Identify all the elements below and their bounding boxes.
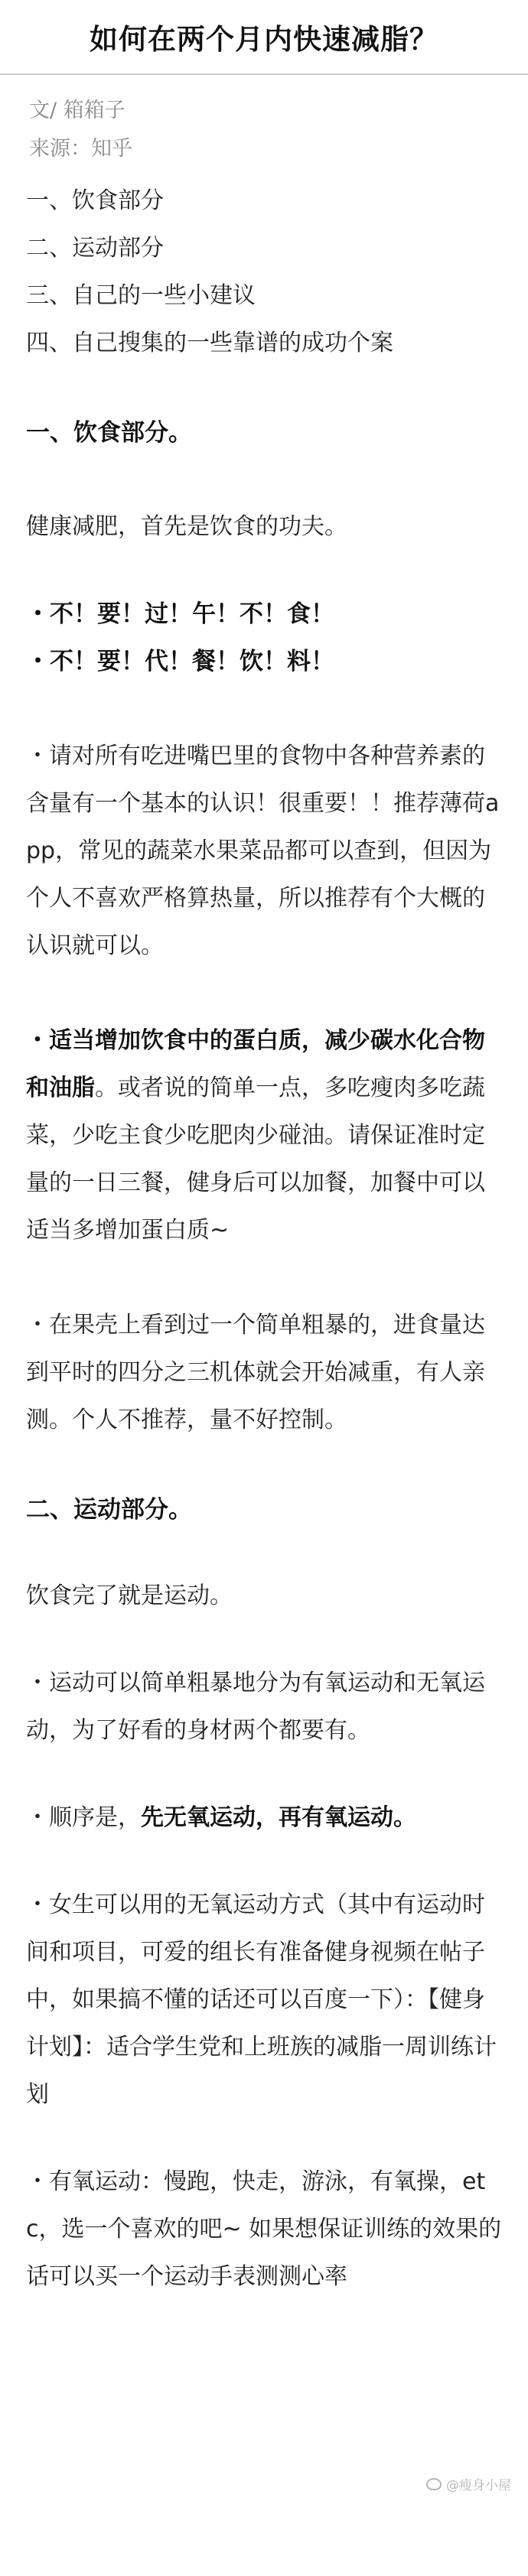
exercise-paragraph-order (26, 1794, 502, 1842)
diet-intro: 健康减肥，首先是饮食的功夫。 (26, 513, 347, 540)
exercise-paragraph-types: ・运动可以简单粗暴地分为有氧运动和无氧运动，为了好看的身材两个都要有。 (26, 1670, 485, 1744)
slogan-no-meal-replacement: ・不！要！代！餐！饮！料！ (26, 648, 334, 675)
table-of-contents (26, 177, 502, 367)
article-title: 如何在两个月内快速减脂？ (90, 23, 438, 56)
order-prefix: ・顺序是， (26, 1804, 141, 1831)
exercise-intro: 饮食完了就是运动。 (26, 1582, 233, 1609)
toc-item-suggestions: 三、自己的一些小建议 (26, 282, 256, 309)
weibo-icon (426, 2478, 442, 2490)
title-bar (0, 0, 528, 75)
author-line: 文/ 箱箱子 (29, 99, 125, 122)
section-heading-diet: 一、饮食部分。 (26, 419, 192, 447)
toc-item-diet: 一、饮食部分 (26, 187, 164, 214)
article-meta (29, 92, 502, 168)
diet-paragraph-nutrition: ・请对所有吃进嘴巴里的食物中各种营养素的含量有一个基本的认识！很重要！！推荐薄荷app，常见的蔬菜水果菜品都可以查到，但因为个人不喜欢严格算热量，所以推荐有个大概的认识就可以。 (26, 743, 500, 959)
protein-detail: 。或者说的简单一点，多吃瘦肉多吃蔬菜，少吃主食少吃肥肉少碰油。请保证准时定量的一日三餐，健身后可以加餐，加餐中可以适当多增加蛋白质~ (26, 1075, 485, 1244)
slogan-no-skip-dinner: ・不！要！过！午！不！食！ (26, 600, 334, 628)
toc-item-cases: 四、自己搜集的一些靠谱的成功个案 (26, 330, 393, 356)
protein-emphasis: ・适当增加饮食中的蛋白质，减少碳水化合物和油脂 (26, 1027, 485, 1101)
watermark-text: @瘦身小屋 (446, 2478, 511, 2493)
section-heading-exercise: 二、运动部分。 (26, 1496, 192, 1524)
exercise-paragraph-anaerobic: ・女生可以用的无氧运动方式（其中有运动时间和项目，可爱的组长有准备健身视频在帖子中，如果搞不懂的话还可以百度一下）：【健身计划】：适合学生党和上班族的减脂一周训练计划 (26, 1891, 497, 2108)
toc-item-exercise: 二、运动部分 (26, 235, 164, 262)
order-emphasis: 先无氧运动，再有氧运动。 (141, 1804, 416, 1831)
weibo-watermark (426, 2474, 511, 2493)
diet-paragraph-protein (26, 1017, 502, 1254)
diet-paragraph-portion: ・在果壳上看到过一个简单粗暴的，进食量达到平时的四分之三机体就会开始减重，有人亲测。个人不推荐，量不好控制。 (26, 1312, 485, 1433)
source-line: 来源：知乎 (29, 137, 132, 161)
diet-slogans (26, 590, 502, 685)
exercise-paragraph-aerobic: ・有氧运动：慢跑，快走，游泳，有氧操，etc，选一个喜欢的吧~ 如果想保证训练的效果的话可以买一个运动手表测测心率 (26, 2168, 502, 2290)
